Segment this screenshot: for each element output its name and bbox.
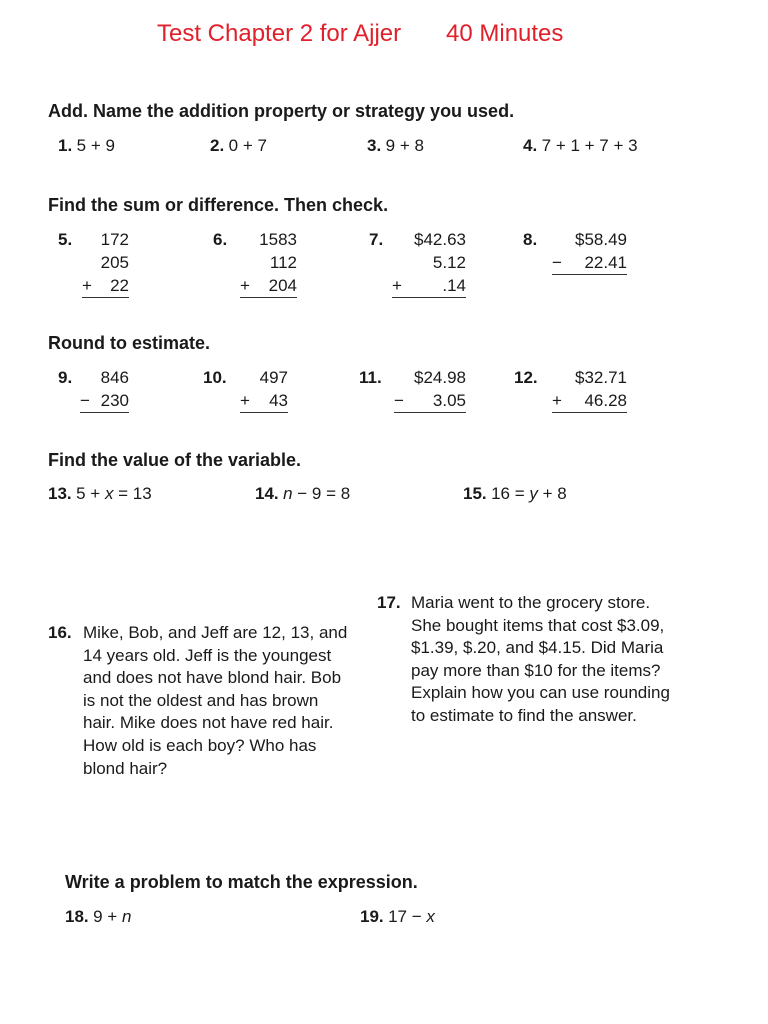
equation-part: = 13 [113, 484, 152, 503]
subtrahend-line: − 3.05 [394, 389, 466, 413]
problem-12-column [552, 366, 627, 413]
word-problem-17-text: Maria went to the grocery store. She bought items that cost $3.09, $1.39, $.20, and $4.15. Did Maria pay more than $10 for the items? Explain how you can use rounding to estimate to find the answer. [411, 593, 670, 725]
problem-number-5: 5. [58, 230, 73, 249]
section-heading-variable: Find the value of the variable. [48, 450, 302, 470]
problem-number-10: 10. [203, 368, 227, 387]
plus-sign: + [392, 276, 402, 295]
problem-number: 18. [65, 907, 89, 926]
equation-part: + 8 [537, 484, 567, 503]
problem-15 [463, 484, 567, 504]
problem-number: 15. [463, 484, 487, 503]
problem-7-column [392, 228, 466, 298]
problem-number: 1. [58, 136, 73, 155]
problem-14 [255, 484, 350, 504]
minus-sign: − [552, 253, 562, 272]
problem-2 [210, 136, 267, 156]
problem-13 [48, 484, 152, 504]
variable: x [426, 907, 435, 926]
problem-number: 2. [210, 136, 225, 155]
addend-line: $42.63 [414, 230, 466, 249]
word-problem-16-text: Mike, Bob, and Jeff are 12, 13, and 14 years old. Jeff is the youngest and does not have blond hair. Bob is not the oldest and has brown hair. Mike does not have red hair. How old is each boy? Who has blond hair? [83, 623, 348, 778]
addend-line: + 22 [82, 274, 129, 298]
addend-line: 205 [100, 253, 129, 272]
expression-part: 9 + [93, 907, 122, 926]
problem-number-11: 11. [359, 368, 382, 387]
problem-4 [523, 136, 638, 156]
problem-number-12: 12. [514, 368, 538, 387]
equation-part: 16 = [491, 484, 530, 503]
problem-number-7: 7. [369, 230, 384, 249]
addend-line: + 43 [240, 389, 288, 413]
problem-19 [360, 907, 435, 927]
problem-expression: 7 + 1 + 7 + 3 [541, 136, 638, 155]
problem-6-column [240, 228, 297, 298]
addend-line: 172 [100, 230, 129, 249]
addend-line: 112 [269, 253, 297, 272]
problem-number-6: 6. [213, 230, 228, 249]
addend-line: 5.12 [432, 253, 466, 272]
addend-line: $32.71 [575, 368, 627, 387]
equation-part: − 9 = 8 [292, 484, 351, 503]
minuend-line: 846 [100, 368, 129, 387]
addend-line: + 46.28 [552, 389, 627, 413]
problem-number: 14. [255, 484, 279, 503]
minuend-line: $24.98 [414, 368, 466, 387]
problem-number-9: 9. [58, 368, 73, 387]
addend-line: + .14 [392, 274, 466, 298]
section-heading-add: Add. Name the addition property or strategy you used. [48, 101, 515, 121]
section-heading-write-problem: Write a problem to match the expression. [65, 872, 418, 892]
test-title: Test Chapter 2 for Ajjer [157, 20, 402, 47]
subtrahend-line: − 22.41 [552, 251, 627, 275]
problem-number: 3. [367, 136, 382, 155]
addend-line: + 204 [240, 274, 297, 298]
addend-line: 497 [259, 368, 288, 387]
variable: n [121, 907, 132, 926]
expression-part: 17 − [388, 907, 427, 926]
problem-expression: 0 + 7 [228, 136, 267, 155]
problem-number: 13. [48, 484, 72, 503]
plus-sign: + [240, 391, 250, 410]
problem-expression: 9 + 8 [385, 136, 424, 155]
problem-18 [65, 907, 131, 927]
minuend-line: $58.49 [575, 230, 627, 249]
problem-number-16: 16. [48, 623, 72, 642]
problem-3 [367, 136, 424, 156]
section-heading-sum-difference: Find the sum or difference. Then check. [48, 195, 389, 215]
subtrahend-line: − 230 [80, 389, 129, 413]
problem-5-column [82, 228, 129, 298]
plus-sign: + [240, 276, 250, 295]
minus-sign: − [80, 391, 90, 410]
minus-sign: − [394, 391, 404, 410]
plus-sign: + [82, 276, 92, 295]
problem-10-column [240, 366, 288, 413]
plus-sign: + [552, 391, 562, 410]
section-heading-round: Round to estimate. [48, 333, 211, 353]
problem-number-8: 8. [523, 230, 538, 249]
problem-number-17: 17. [377, 593, 401, 612]
problem-number: 19. [360, 907, 384, 926]
equation-part: 5 + [76, 484, 105, 503]
addend-line: 1583 [259, 230, 297, 249]
problem-number: 4. [523, 136, 538, 155]
variable: x [104, 484, 114, 503]
variable: y [529, 484, 538, 503]
time-limit: 40 Minutes [446, 20, 564, 47]
problem-11-column [394, 366, 466, 413]
problem-9-column [80, 366, 129, 413]
variable: n [283, 484, 293, 503]
problem-expression: 5 + 9 [76, 136, 115, 155]
problem-8-column [552, 228, 627, 275]
problem-1 [58, 136, 115, 156]
